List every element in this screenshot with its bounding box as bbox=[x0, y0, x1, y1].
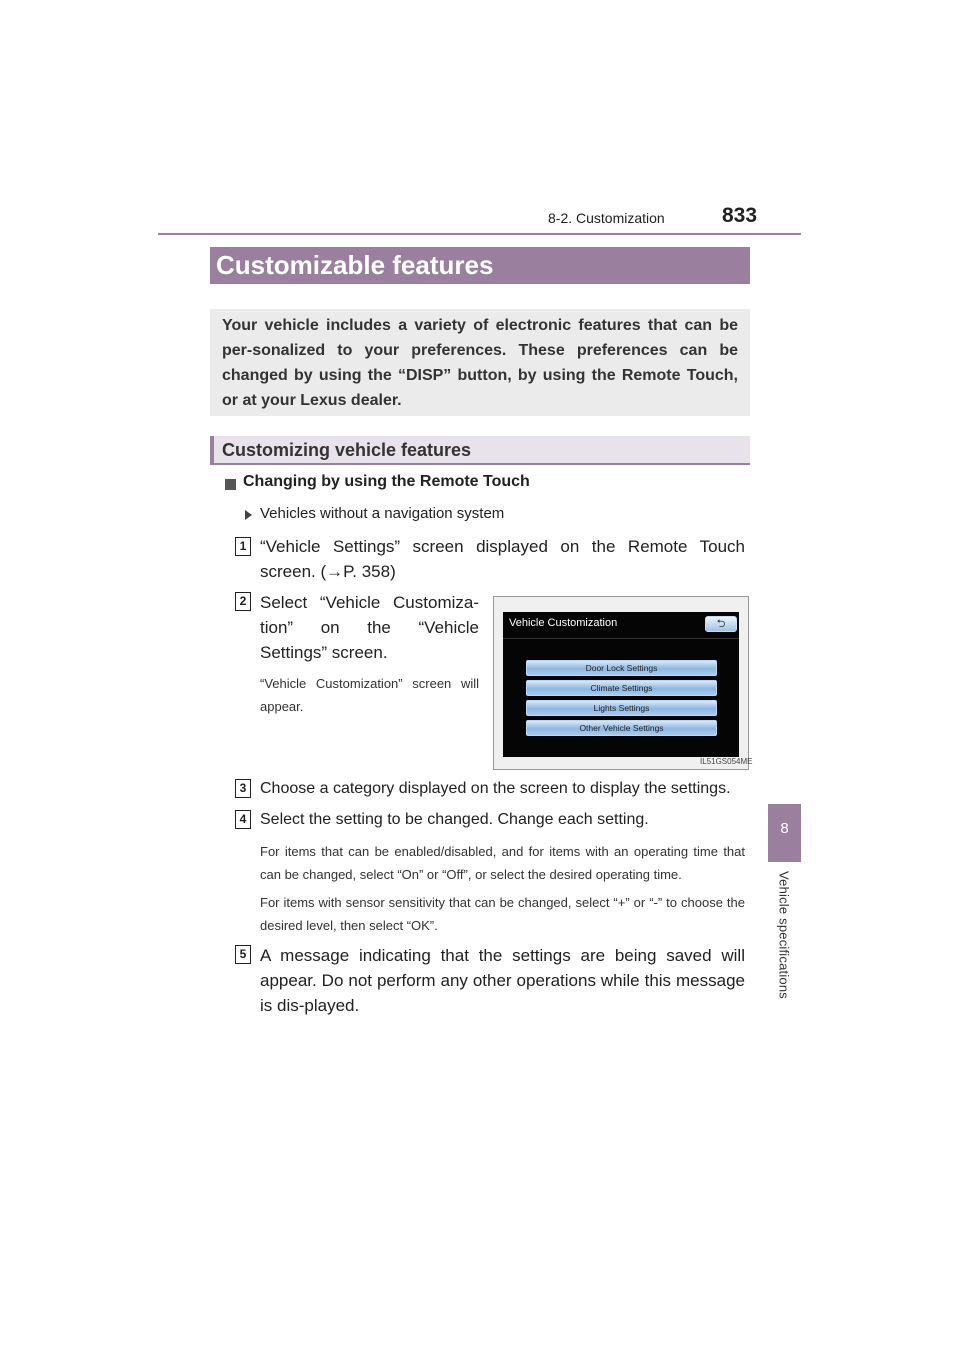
step-text: Select “Vehicle Customiza-tion” on the “Vehicle Settings” screen. bbox=[260, 593, 479, 662]
screen-title: Vehicle Customization bbox=[509, 617, 618, 629]
step-note: For items with sensor sensitivity that can be changed, select “+” or “-” to choose the desired level, then select “OK”. bbox=[260, 895, 745, 933]
intro-text: Your vehicle includes a variety of electronic features that can be per-sonalized to your preferences. These preferences can be changed by using the “DISP” button, by using the Remote Touch, or at your Lexus dealer. bbox=[222, 317, 738, 409]
square-bullet-icon bbox=[225, 479, 236, 490]
subsection-title: Customizing vehicle features bbox=[222, 440, 472, 460]
step-number: 3 bbox=[235, 779, 251, 798]
step-note: “Vehicle Customization” screen will appear. bbox=[260, 676, 479, 714]
intro-box bbox=[210, 309, 750, 416]
step-number: 4 bbox=[235, 810, 251, 829]
page-title: Customizable features bbox=[216, 250, 494, 280]
method-heading: Changing by using the Remote Touch bbox=[243, 473, 530, 490]
step-text: A message indicating that the settings are being saved will appear. Do not perform any other operations while this message is dis-played. bbox=[260, 946, 745, 1015]
section-header: 8-2. Customization bbox=[548, 210, 665, 226]
back-arrow-icon[interactable]: ⮌ bbox=[705, 616, 737, 632]
step-note: For items that can be enabled/disabled, and for items with an operating time that can be changed, select “On” or “Off”, or select the desired operating time. bbox=[260, 844, 745, 882]
page-number: 833 bbox=[722, 204, 758, 227]
other-vehicle-settings-button[interactable]: Other Vehicle Settings bbox=[526, 720, 717, 736]
triangle-bullet-icon bbox=[245, 510, 252, 520]
chapter-number: 8 bbox=[780, 820, 789, 837]
condition-text: Vehicles without a navigation system bbox=[260, 505, 505, 522]
step-text: Choose a category displayed on the screen to display the settings. bbox=[260, 780, 731, 797]
step-text: “Vehicle Settings” screen displayed on the Remote Touch screen. (→P. 358) bbox=[260, 537, 745, 581]
image-code: IL51GS054ME bbox=[700, 757, 753, 766]
step-text: Select the setting to be changed. Change each setting. bbox=[260, 811, 649, 828]
step-number: 1 bbox=[235, 537, 251, 556]
door-lock-settings-button[interactable]: Door Lock Settings bbox=[526, 660, 717, 676]
lights-settings-button[interactable]: Lights Settings bbox=[526, 700, 717, 716]
climate-settings-button[interactable]: Climate Settings bbox=[526, 680, 717, 696]
header-rule bbox=[158, 233, 801, 235]
chapter-label: Vehicle specifications bbox=[776, 871, 792, 999]
screen-divider bbox=[503, 638, 739, 639]
step-number: 5 bbox=[235, 945, 251, 964]
step-number: 2 bbox=[235, 592, 251, 611]
